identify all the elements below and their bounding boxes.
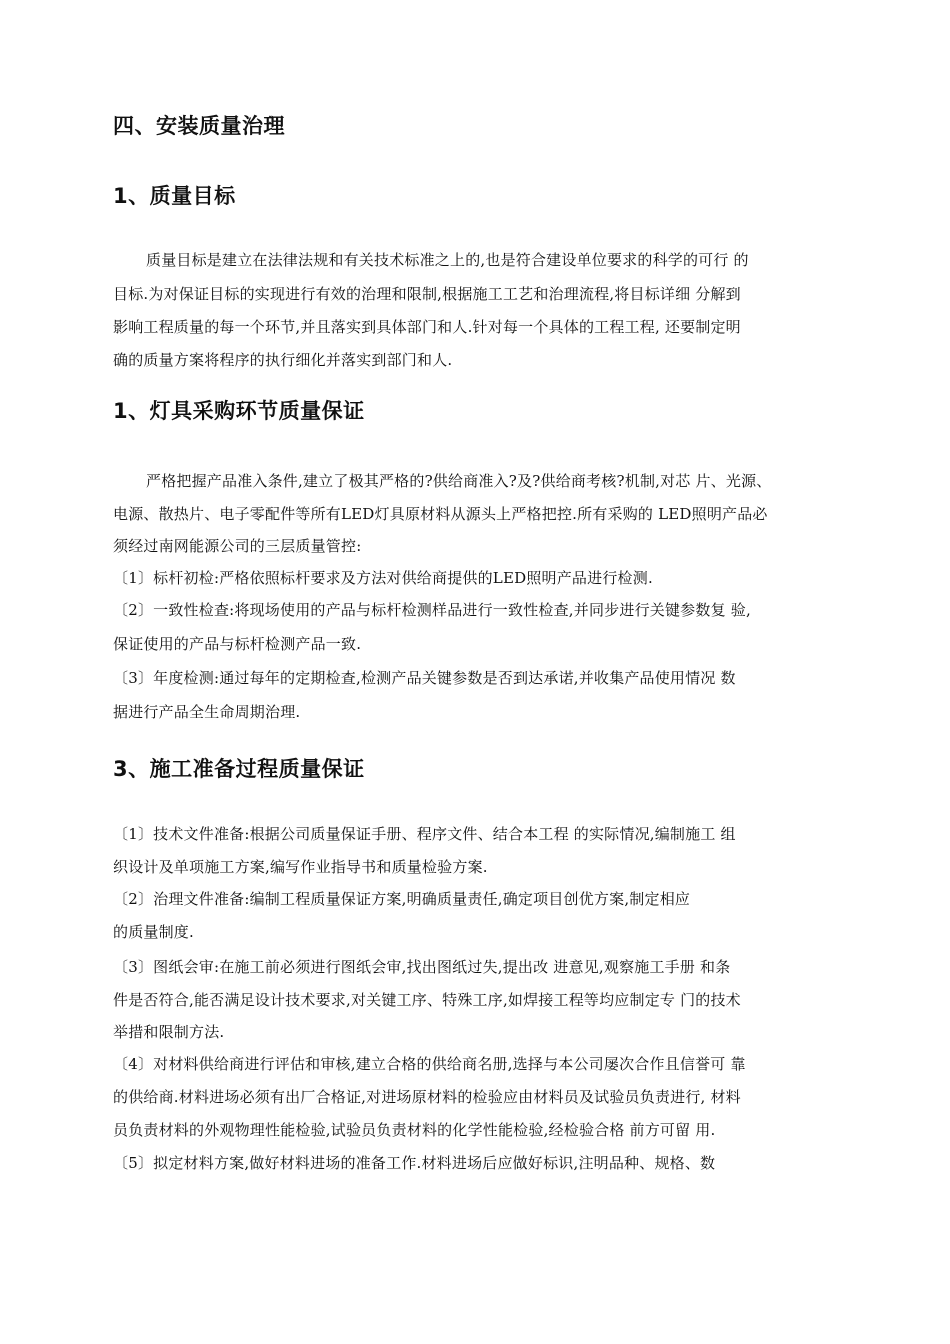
list-item-line: 〔1〕标杆初检:严格依照标杆要求及方法对供给商提供的LED照明产品进行检测.	[113, 569, 653, 587]
paragraph-line: 确的质量方案将程序的执行细化并落实到部门和人.	[113, 351, 453, 369]
section-heading-lamp-procurement: 1、灯具采购环节质量保证	[113, 399, 365, 423]
list-item-line: 举措和限制方法.	[113, 1023, 225, 1041]
paragraph-line: 电源、散热片、电子零配件等所有LED灯具原材料从源头上严格把控.所有采购的 LED照明产品必	[113, 505, 768, 523]
list-item-line: 据进行产品全生命周期治理.	[113, 703, 301, 721]
paragraph-line: 质量目标是建立在法律法规和有关技术标准之上的,也是符合建设单位要求的科学的可行 的	[146, 251, 749, 269]
list-item-line: 件是否符合,能否满足设计技术要求,对关键工序、特殊工序,如焊接工程等均应制定专 门的技术	[113, 991, 741, 1009]
paragraph-line: 影响工程质量的每一个环节,并且落实到具体部门和人.针对每一个具体的工程工程, 还要制定明	[113, 318, 741, 336]
list-item-line: 的质量制度.	[113, 923, 194, 941]
list-item-line: 〔2〕治理文件准备:编制工程质量保证方案,明确质量责任,确定项目创优方案,制定相应	[113, 890, 691, 908]
list-item-line: 〔2〕一致性检查:将现场使用的产品与标杆检测样品进行一致性检查,并同步进行关键参数复 验,	[113, 601, 751, 619]
paragraph-line: 严格把握产品准入条件,建立了极其严格的?供给商准入?及?供给商考核?机制,对芯 片、光源、	[146, 472, 772, 490]
list-item-line: 〔3〕图纸会审:在施工前必须进行图纸会审,找出图纸过失,提出改 进意见,观察施工手册 和条	[113, 958, 731, 976]
list-item-line: 〔5〕拟定材料方案,做好材料进场的准备工作.材料进场后应做好标识,注明品种、规格、数	[113, 1154, 716, 1172]
list-item-line: 〔1〕技术文件准备:根据公司质量保证手册、程序文件、结合本工程 的实际情况,编制施工 组	[113, 825, 736, 843]
paragraph-line: 目标.为对保证目标的实现进行有效的治理和限制,根据施工工艺和治理流程,将目标详细 分解到	[113, 285, 741, 303]
list-item-line: 保证使用的产品与标杆检测产品一致.	[113, 635, 362, 653]
list-item-line: 员负责材料的外观物理性能检验,试验员负责材料的化学性能检验,经检验合格 前方可留 用.	[113, 1121, 716, 1139]
section-heading-quality-target: 1、质量目标	[113, 184, 236, 208]
section-heading-construction-prep: 3、施工准备过程质量保证	[113, 757, 365, 781]
list-item-line: 〔4〕对材料供给商进行评估和审核,建立合格的供给商名册,选择与本公司屡次合作且信誉可 靠	[113, 1055, 746, 1073]
section-heading-main: 四、安装质量治理	[113, 114, 285, 138]
list-item-line: 〔3〕年度检测:通过每年的定期检查,检测产品关键参数是否到达承诺,并收集产品使用情况 数	[113, 669, 736, 687]
paragraph-line: 须经过南网能源公司的三层质量管控:	[113, 537, 362, 555]
list-item-line: 织设计及单项施工方案,编写作业指导书和质量检验方案.	[113, 858, 488, 876]
list-item-line: 的供给商.材料进场必须有出厂合格证,对进场原材料的检验应由材料员及试验员负责进行, 材料	[113, 1088, 741, 1106]
